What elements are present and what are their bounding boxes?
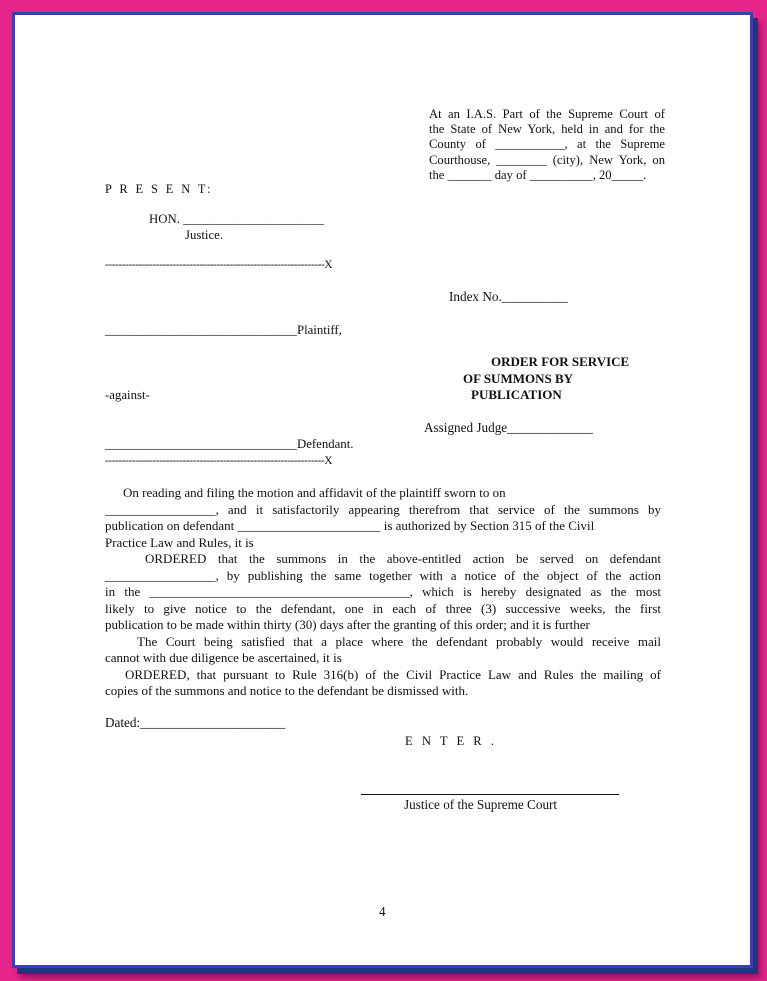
body-line: _________________, by publishing the same together with a notice of the object of the action xyxy=(105,567,661,583)
dated-line: Dated:______________________ xyxy=(105,715,286,730)
body-line: Practice Law and Rules, it is xyxy=(105,534,254,550)
signature-line xyxy=(361,794,619,795)
body-line: On reading and filing the motion and affidavit of the plaintiff sworn to on xyxy=(123,485,506,500)
caption-line: Courthouse, ________ (city), New York, on xyxy=(429,152,665,167)
body-line: ORDERED that the summons in the above-entitled action be served on defendant xyxy=(145,551,661,566)
body-line: _________________, and it satisfactorily appearing therefrom that service of the summons by xyxy=(105,501,661,517)
hon-line: HON. ______________________ xyxy=(149,212,324,226)
signature-label: Justice of the Supreme Court xyxy=(404,797,558,812)
caption-line: At an I.A.S. Part of the Supreme Court of xyxy=(429,107,665,121)
caption-line: the State of New York, held in and for the xyxy=(429,122,665,137)
body-line: cannot with due diligence be ascertained, it is xyxy=(105,650,342,665)
enter-label: E N T E R . xyxy=(405,734,498,748)
court-caption xyxy=(429,107,665,183)
body-line: publication on defendant ______________________ is authorized by Section 315 of the Civil xyxy=(105,518,595,533)
against-label: -against- xyxy=(105,388,150,402)
order-body xyxy=(105,485,661,700)
body-line: publication to be made within thirty (30) days after the granting of this order; and it is further xyxy=(105,617,590,632)
order-title-line: OF SUMMONS BY xyxy=(463,370,574,386)
assigned-judge-line: Assigned Judge_____________ xyxy=(424,420,593,435)
caption-line: the _______ day of __________, 20_____. xyxy=(429,167,647,182)
order-title xyxy=(459,354,649,404)
caption-divider-bottom: -----------------------------------------------------------------X xyxy=(105,455,333,467)
defendant-line: ______________________________Defendant. xyxy=(105,437,354,451)
order-title-line: ORDER FOR SERVICE xyxy=(491,354,630,369)
body-line: in the ________________________________________, which is hereby designated as the most xyxy=(105,584,661,599)
body-line: ORDERED, that pursuant to Rule 316(b) of the Civil Practice Law and Rules the mailing of xyxy=(125,666,661,682)
index-number: Index No.__________ xyxy=(449,289,568,304)
caption-divider-top: -----------------------------------------------------------------X xyxy=(105,259,333,271)
document-page xyxy=(12,12,753,968)
page-number: 4 xyxy=(379,904,386,919)
present-label: P R E S E N T: xyxy=(105,182,214,196)
justice-label: Justice. xyxy=(185,228,224,242)
order-title-line: PUBLICATION xyxy=(471,387,562,402)
caption-line: County of ___________, at the Supreme xyxy=(429,137,665,152)
plaintiff-line: ______________________________Plaintiff, xyxy=(105,323,342,337)
body-line: The Court being satisfied that a place where the defendant probably would receive mail xyxy=(137,633,661,649)
body-line: copies of the summons and notice to the defendant be dismissed with. xyxy=(105,683,469,698)
body-line: likely to give notice to the defendant, one in each of three (3) successive weeks, the first xyxy=(105,600,661,616)
